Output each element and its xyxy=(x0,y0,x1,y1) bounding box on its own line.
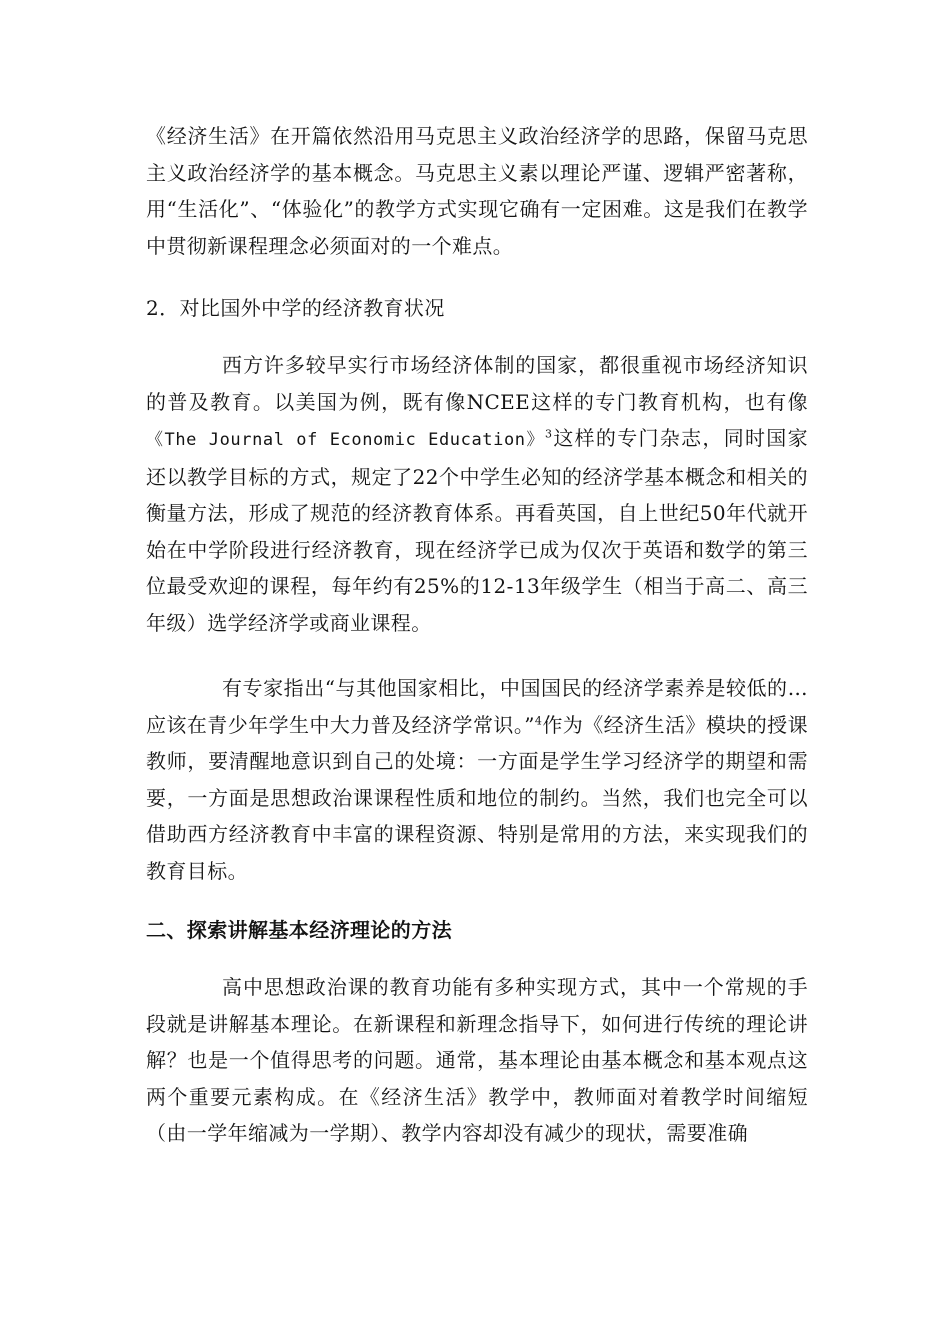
paragraph-western-education xyxy=(146,347,808,641)
paragraph-text: 高中思想政治课的教育功能有多种实现方式，其中一个常规的手段就是讲解基本理论。在新课程和新理念指导下，如何进行传统的理论讲解？也是一个值得思考的问题。通常，基本理论由基本概念和基本观点这两个重要元素构成。在《经济生活》教学中，教师面对着教学时间缩短（由一学年缩减为一学期）、教学内容却没有减少的现状，需要准确 xyxy=(146,975,808,1145)
footnote-ref-4: 4 xyxy=(534,713,543,727)
paragraph-text: 《经济生活》在开篇依然沿用马克思主义政治经济学的思路，保留马克思主义政治经济学的基本概念。马克思主义素以理论严谨、逻辑严密著称，用“生活化”、“体验化”的教学方式实现它确有一定困难。这是我们在教学中贯彻新课程理念必须面对的一个难点。 xyxy=(146,124,808,258)
paragraph-text: 作为《经济生活》模块的授课教师，要清醒地意识到自己的处境：一方面是学生学习经济学的期望和需要，一方面是思想政治课课程性质和地位的制约。当然，我们也完全可以借助西方经济教育中丰富的课程资源、特别是常用的方法，来实现我们的教育目标。 xyxy=(146,712,808,883)
section-heading-foreign-comparison xyxy=(146,290,445,326)
paragraph-text: 这样的专门杂志，同时国家还以教学目标的方式，规定了22个中学生必知的经济学基本概念和相关的衡量方法，形成了规范的经济教育体系。再看英国，自上世纪50年代就开始在中学阶段进行经济教育，现在经济学已成为仅次于英语和数学的第三位最受欢迎的课程，每年约有25%的12-13年级学生（相当于高二、高三年级）选学经济学或商业课程。 xyxy=(146,426,808,635)
heading-text: 二、探索讲解基本经济理论的方法 xyxy=(146,918,452,942)
paragraph-text: 有专家指出“与其他国家相比，中国国民的经济学素养是较低的…应该在青少年学生中大力普及经济学常识。” xyxy=(146,676,808,737)
journal-title: 《The Journal of Economic Education》 xyxy=(146,430,546,450)
paragraph-text: 西方许多较早实行市场经济体制的国家，都很重视市场经济知识的普及教育。以美国为例，既有像NCEE这样的专门教育机构，也有像 xyxy=(146,353,808,414)
section-heading-methods xyxy=(146,912,452,948)
paragraph-expert-opinion xyxy=(146,670,808,889)
heading-text: 2．对比国外中学的经济教育状况 xyxy=(146,296,445,320)
paragraph-theory-teaching xyxy=(146,969,808,1152)
footnote-ref-3: 3 xyxy=(545,427,553,441)
paragraph-marxist-economics xyxy=(146,118,808,264)
